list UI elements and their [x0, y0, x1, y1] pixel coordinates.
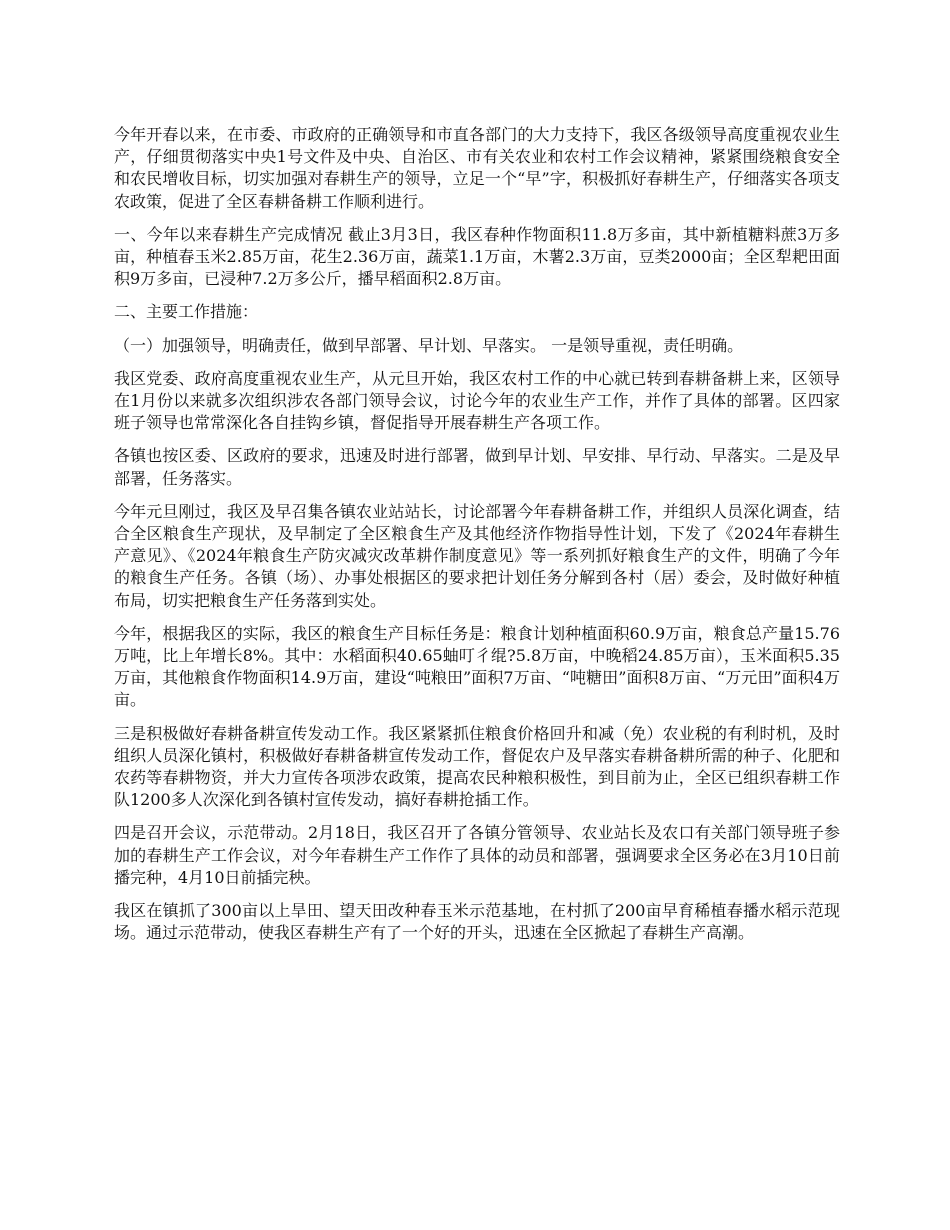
paragraph-leadership: 我区党委、政府高度重视农业生产，从元旦开始，我区农村工作的中心就已转到春耕备耕上来，区领导在1月份以来就多次组织涉农各部门领导会议，讨论今年的农业生产工作，并作了具体的部署。区四家班子领导也常常深化各自挂钩乡镇，督促指导开展春耕生产各项工作。 — [114, 368, 840, 433]
paragraph-grain-targets: 今年，根据我区的实际，我区的粮食生产目标任务是：粮食计划种植面积60.9万亩，粮食总产量15.76万吨，比上年增长8%。其中：水稻面积40.65蚰叮彳绲?5.8万亩，中晚稻24.85万亩），玉米面积5.35万亩，其他粮食作物面积14.9万亩，建设“吨粮田”面积7万亩、“吨糖田”面积8万亩、“万元田”面积4万亩。 — [114, 623, 840, 710]
paragraph-planning: 今年元旦刚过，我区及早召集各镇农业站站长，讨论部署今年春耕备耕工作，并组织人员深化调查，结合全区粮食生产现状，及早制定了全区粮食生产及其他经济作物指导性计划，下发了《2024年春耕生产意见》、《2024年粮食生产防灾减灾改革耕作制度意见》等一系列抓好粮食生产的文件，明确了今年的粮食生产任务。各镇（场）、办事处根据区的要求把计划任务分解到各村（居）委会，及时做好种植布局，切实把粮食生产任务落到实处。 — [114, 501, 840, 610]
paragraph-section-2-heading: 二、主要工作措施： — [114, 302, 259, 322]
paragraph-section-1-completion: 一、今年以来春耕生产完成情况 截止3月3日，我区春种作物面积11.8万多亩，其中新植糖料蔗3万多亩，种植春玉米2.85万亩，花生2.36万亩，蔬菜1.1万亩，木薯2.3万亩，豆类2000亩；全区犁耙田面积9万多亩，已浸种7.2万多公斤，播早稻面积2.8万亩。 — [114, 224, 840, 289]
paragraph-intro: 今年开春以来，在市委、市政府的正确领导和市直各部门的大力支持下，我区各级领导高度重视农业生产，仔细贯彻落实中央1号文件及中央、自治区、市有关农业和农村工作会议精神，紧紧围绕粮食安全和农民增收目标，切实加强对春耕生产的领导，立足一个“早”字，积极抓好春耕生产，仔细落实各项支农政策，促进了全区春耕备耕工作顺利进行。 — [114, 125, 840, 211]
paragraph-town-deployment: 各镇也按区委、区政府的要求，迅速及时进行部署，做到早计划、早安排、早行动、早落实。二是及早部署，任务落实。 — [114, 446, 840, 488]
paragraph-subsection-1-heading: （一）加强领导，明确责任，做到早部署、早计划、早落实。 一是领导重视，责任明确。 — [114, 335, 744, 355]
paragraph-demonstration: 我区在镇抓了300亩以上旱田、望天田改种春玉米示范基地，在村抓了200亩早育稀植春播水稻示范现场。通过示范带动，使我区春耕生产有了一个好的开头，迅速在全区掀起了春耕生产高潮。 — [114, 901, 840, 943]
document-body — [114, 124, 840, 956]
paragraph-meeting: 四是召开会议，示范带动。2月18日，我区召开了各镇分管领导、农业站长及农口有关部门领导班子参加的春耕生产工作会议，对今年春耕生产工作作了具体的动员和部署，强调要求全区务必在3月10日前播完种，4月10日前插完秧。 — [114, 823, 840, 887]
paragraph-publicity: 三是积极做好春耕备耕宣传发动工作。我区紧紧抓住粮食价格回升和减（免）农业税的有利时机，及时组织人员深化镇村，积极做好春耕备耕宣传发动工作，督促农户及早落实春耕备耕所需的种子、化肥和农药等春耕物资，并大力宣传各项涉农政策，提高农民种粮积极性，到目前为止，全区已组织春耕工作队1200多人次深化到各镇村宣传发动，搞好春耕抢插工作。 — [114, 723, 840, 810]
